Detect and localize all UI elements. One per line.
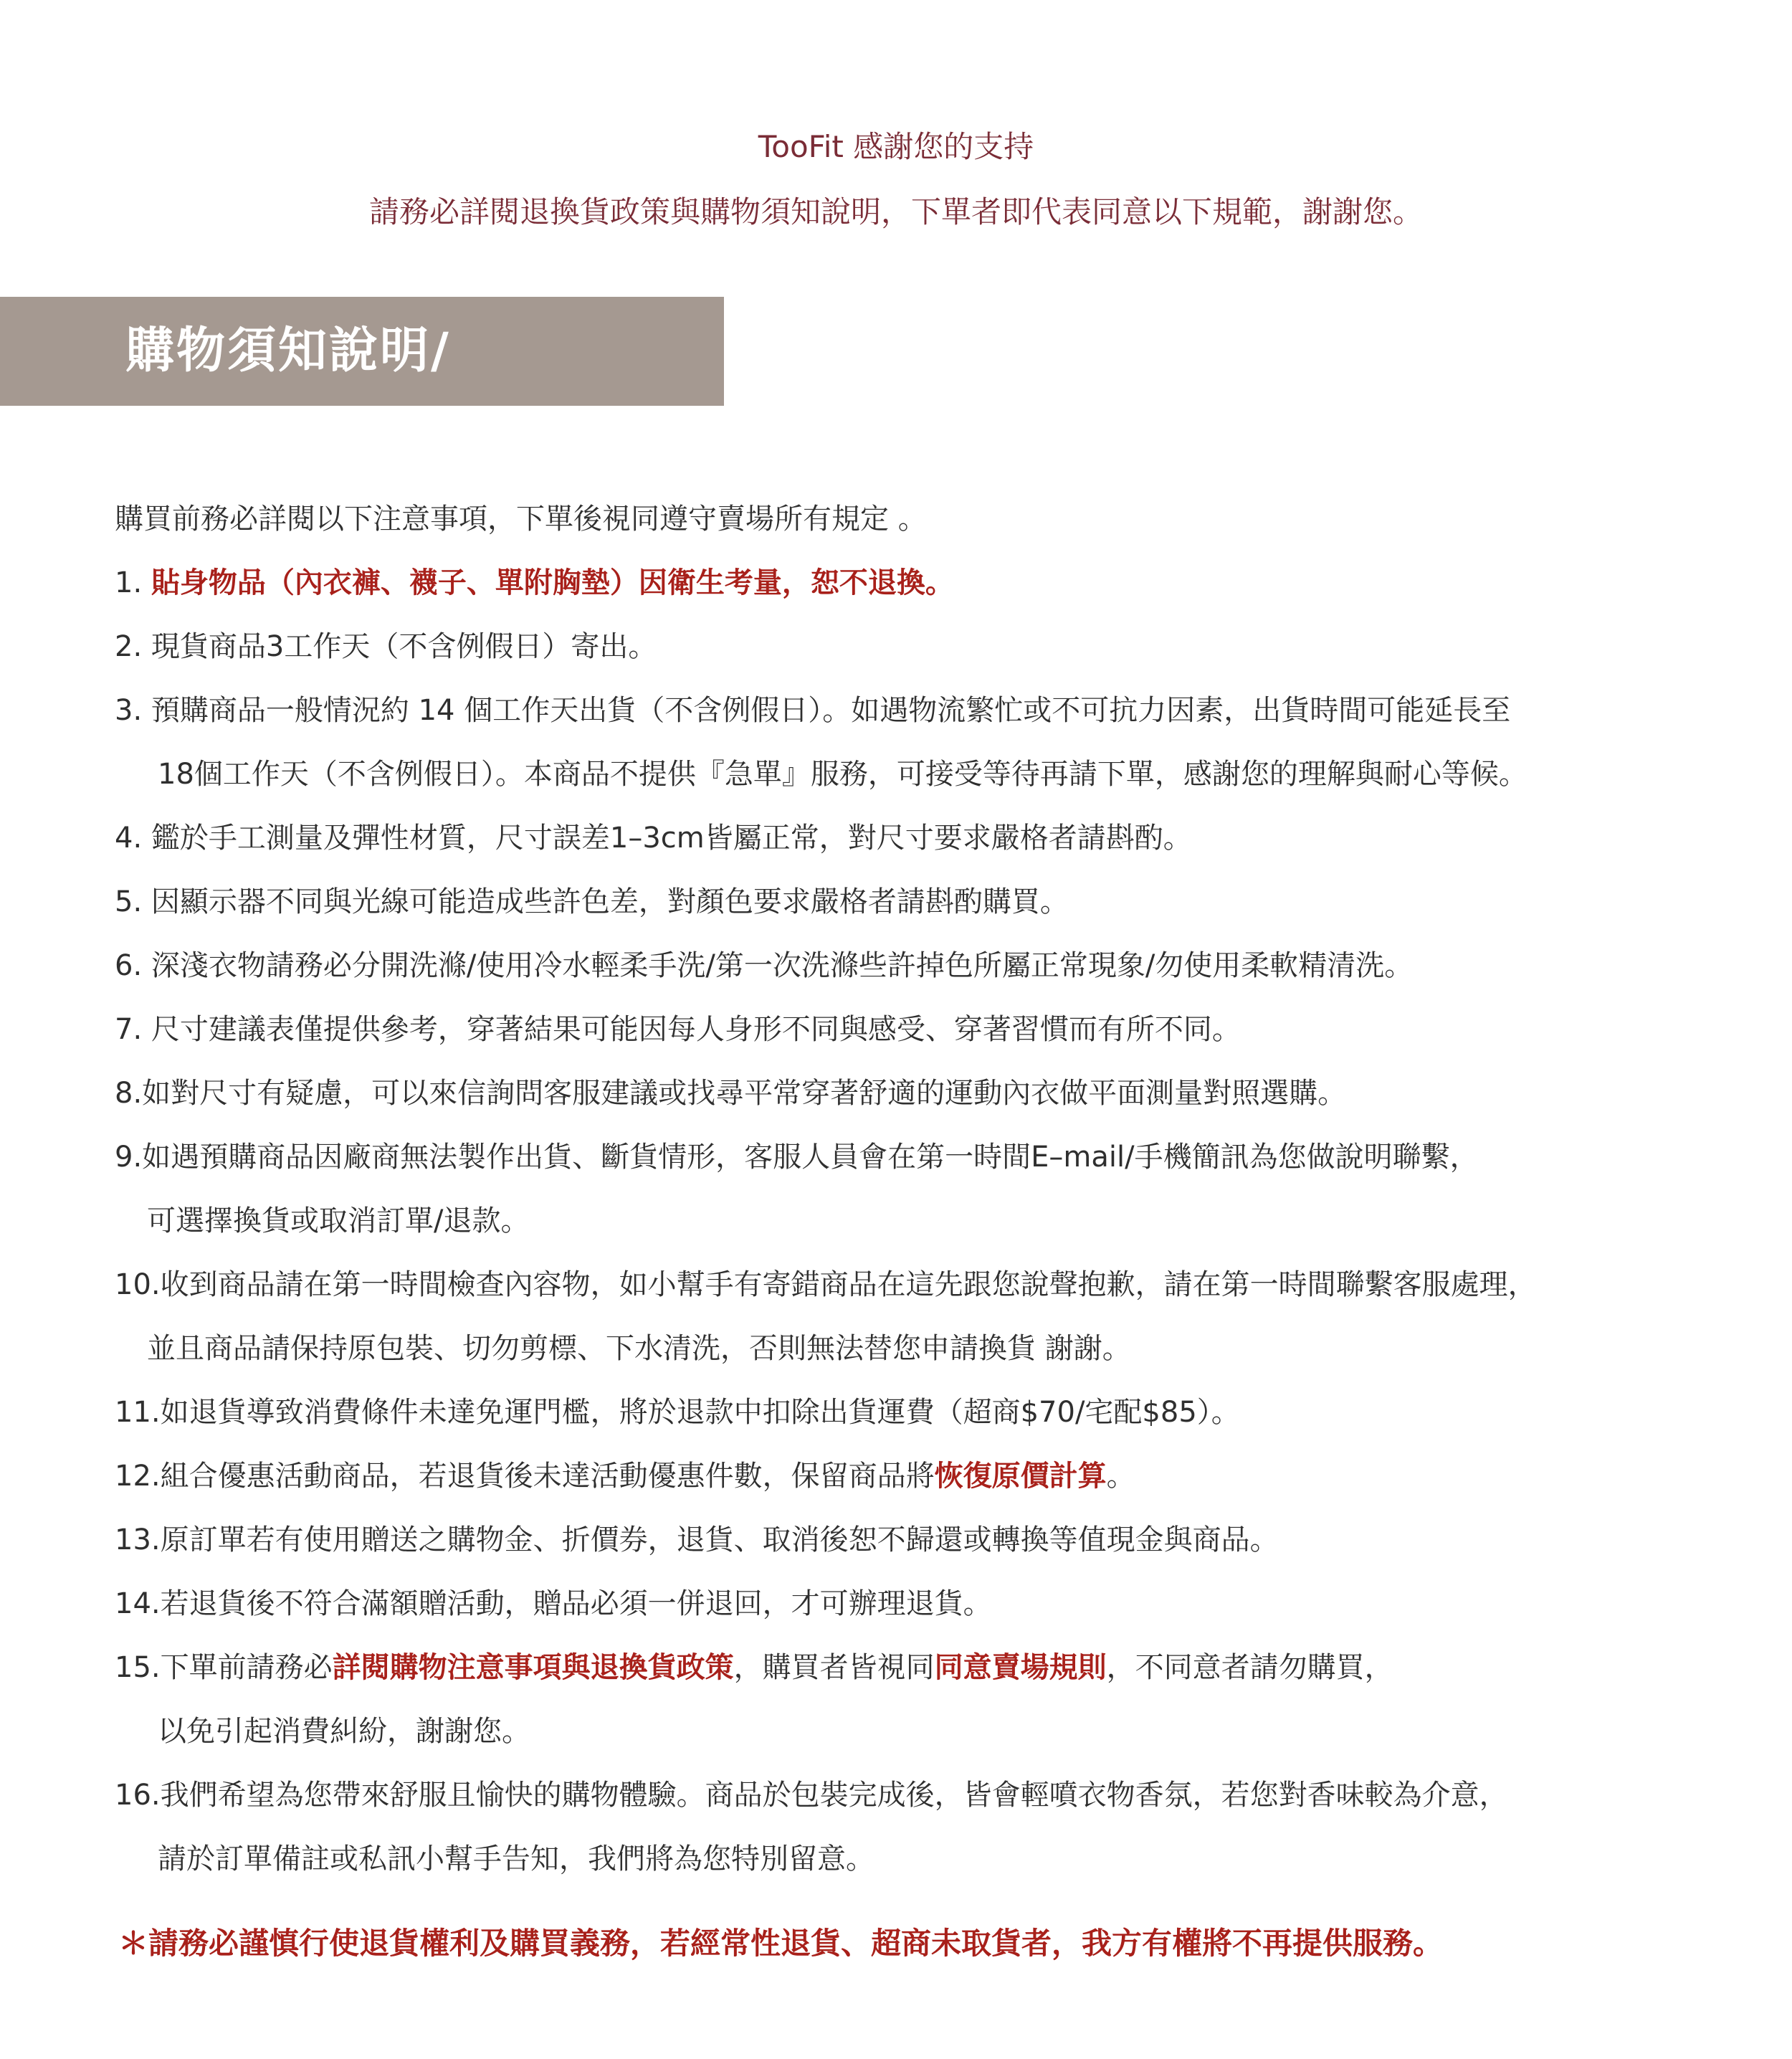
list-item-7: 7. 尺寸建議表僅提供參考，穿著結果可能因每人身形不同與感受、穿著習慣而有所不同。 (115, 1013, 1241, 1046)
item-text: 12.組合優惠活動商品，若退貨後未達活動優惠件數，保留商品將 (115, 1460, 935, 1493)
emphasis-text-2: 同意賣場規則 (934, 1651, 1107, 1684)
notes-list (115, 488, 1720, 1891)
list-item-3: 3. 預購商品一般情況約 14 個工作天出貨（不含例假日）。如遇物流繁忙或不可抗力因素，出貨時間可能延長至 (115, 694, 1511, 727)
list-item-5: 5. 因顯示器不同與光線可能造成些許色差，對顏色要求嚴格者請斟酌購買。 (115, 885, 1069, 918)
list-item-15-continued: 以免引起消費糾紛，謝謝您。 (158, 1715, 530, 1748)
list-item-3-continued: 18個工作天（不含例假日）。本商品不提供『急單』服務，可接受等待再請下單，感謝您的理解與耐心等候。 (158, 758, 1528, 791)
list-item-9: 9.如遇預購商品因廠商無法製作出貨、斷貨情形，客服人員會在第一時間E–mail/手機簡訊為您做說明聯繫， (115, 1141, 1479, 1174)
policy-notice-line: 請務必詳閱退換貨政策與購物須知說明，下單者即代表同意以下規範，謝謝您。 (368, 194, 1423, 229)
warning-notice: ＊請務必謹慎行使退貨權利及購買義務，若經常性退貨、超商未取貨者，我方有權將不再提供服務。 (118, 1926, 1444, 1961)
thanks-line: TooFit 感謝您的支持 (758, 129, 1034, 164)
list-item-16: 16.我們希望為您帶來舒服且愉快的購物體驗。商品於包裝完成後，皆會輕噴衣物香氛，若您對香味較為介意， (115, 1779, 1508, 1812)
list-item-6: 6. 深淺衣物請務必分開洗滌/使用冷水輕柔手洗/第一次洗滌些許掉色所屬正常現象/勿使用柔軟精清洗。 (115, 949, 1414, 982)
list-item-10-continued: 並且商品請保持原包裝、切勿剪標、下水清洗，否則無法替您申請換貨 謝謝。 (147, 1332, 1131, 1365)
list-item-1 (115, 551, 1720, 615)
list-item-8: 8.如對尺寸有疑慮，可以來信詢問客服建議或找尋平常穿著舒適的運動內衣做平面測量對照選購。 (115, 1077, 1347, 1110)
item-text-end: 。 (1106, 1460, 1135, 1493)
list-item-10: 10.收到商品請在第一時間檢查內容物，如小幫手有寄錯商品在這先跟您說聲抱歉，請在第一時間聯繫客服處理， (115, 1268, 1537, 1301)
item-number: 1. (115, 566, 151, 599)
item-text-middle: ，購買者皆視同 (733, 1651, 935, 1684)
list-item-13: 13.原訂單若有使用贈送之購物金、折價券，退貨、取消後恕不歸還或轉換等值現金與商品。 (115, 1523, 1279, 1556)
notes-lead: 購買前務必詳閱以下注意事項，下單後視同遵守賣場所有規定 。 (115, 503, 927, 536)
list-item-15 (115, 1636, 1720, 1700)
list-item-4: 4. 鑑於手工測量及彈性材質，尺寸誤差1–3cm皆屬正常，對尺寸要求嚴格者請斟酌。 (115, 822, 1192, 855)
section-title: 購物須知說明/ (125, 323, 451, 379)
list-item-12 (115, 1445, 1720, 1508)
list-item-9-continued: 可選擇換貨或取消訂單/退款。 (147, 1204, 530, 1237)
list-item-14: 14.若退貨後不符合滿額贈活動，贈品必須一併退回，才可辦理退貨。 (115, 1587, 992, 1620)
list-item-2: 2. 現貨商品3工作天（不含例假日）寄出。 (115, 630, 657, 663)
section-banner (0, 297, 724, 406)
list-item-16-continued: 請於訂單備註或私訊小幫手告知，我們將為您特別留意。 (158, 1842, 874, 1875)
emphasis-text: 恢復原價計算 (934, 1460, 1107, 1493)
emphasis-text: 貼身物品（內衣褲、襪子、單附胸墊）因衛生考量，恕不退換。 (151, 566, 954, 599)
emphasis-text: 詳閱購物注意事項與退換貨政策 (332, 1651, 734, 1684)
item-text: 15.下單前請務必 (115, 1651, 333, 1684)
item-text-end: ，不同意者請勿購買， (1106, 1651, 1393, 1684)
list-item-11: 11.如退貨導致消費條件未達免運門檻，將於退款中扣除出貨運費（超商$70/宅配$85）。 (115, 1396, 1240, 1429)
